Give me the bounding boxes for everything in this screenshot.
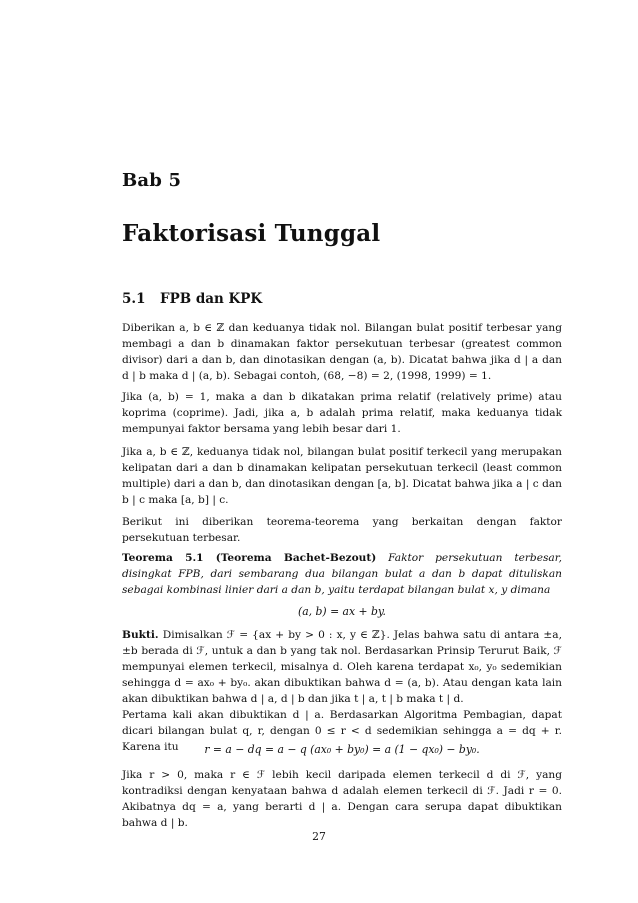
proof-paragraph-1 [122,627,562,707]
page-number: 27 [312,830,326,843]
section-title: FPB dan KPK [160,291,263,307]
equation-bezout: (a, b) = ax + by. [298,605,386,618]
paragraph-relatively-prime: Jika (a, b) = 1, maka a dan b dikatakan prima relatif (relatively prime) atau koprima (coprime). Jadi, jika a, b adalah prima relatif, maka keduanya tidak mempunyai faktor bersama yang lebih besar dari 1. [122,391,562,435]
paragraph-contradiction: Jika r > 0, maka r ∈ ℱ lebih kecil daripada elemen terkecil d di ℱ, yang kontradiksi dengan kenyataan bahwa d adalah elemen terkecil di ℱ. Jadi r = 0. Akibatnya dq = a, yang berarti d | a. Dengan cara serupa dapat dibuktikan bahwa d | b. [122,769,562,829]
section-heading [122,291,262,307]
equation-remainder: r = a − dq = a − q (ax₀ + by₀) = a (1 − qx₀) − by₀. [204,743,480,756]
proof-text-1: Dimisalkan ℱ = {ax + by > 0 : x, y ∈ ℤ}. Jelas bahwa satu di antara ±a, ±b berada di ℱ, untuk a dan b yang tak nol. Berdasarkan Prinsip Terurut Baik, ℱ mempunyai elemen terkecil, misalnya d. Oleh karena terdapat x₀, y₀ sedemikian sehingga d = ax₀ + by₀. akan dibuktikan bahwa d = (a, b). Atau dengan kata lain akan dibuktikan bahwa d | a, d | b dan jika t | a, t | b maka t | d. [122,629,562,705]
chapter-label: Bab 5 [122,170,182,191]
theorem-text: Faktor persekutuan terbesar, disingkat FPB, dari sembarang dua bilangan bulat a dan b dapat dituliskan sebagai kombinasi linier dari a dan b, yaitu terdapat bilangan bulat x, y dimana [122,552,562,596]
paragraph-intro-theorems: Berikut ini diberikan teorema-teorema yang berkaitan dengan faktor persekutuan terbesar. [122,516,562,544]
theorem-block [122,550,562,598]
proof-label: Bukti. [122,629,159,641]
paragraph-fpb-definition: Diberikan a, b ∈ ℤ dan keduanya tidak nol. Bilangan bulat positif terbesar yang membagi a dan b dinamakan faktor persekutuan terbesar (greatest common divisor) dari a dan b, dan dinotasikan dengan (a, b). Dicatat bahwa jika d | a dan d | b maka d | (a, b). Sebagai contoh, (68, −8) = 2, (1998, 1999) = 1. [122,322,562,382]
chapter-title: Faktorisasi Tunggal [122,220,381,247]
paragraph-kpk-definition: Jika a, b ∈ ℤ, keduanya tidak nol, bilangan bulat positif terkecil yang merupakan kelipatan dari a dan b dinamakan kelipatan persekutuan terkecil (least common multiple) dari a dan b, dan dinotasikan dengan [a, b]. Dicatat bahwa jika a | c dan b | c maka [a, b] | c. [122,446,562,506]
theorem-label: Teorema 5.1 (Teorema Bachet-Bezout) [122,552,377,564]
section-number: 5.1 [122,291,146,307]
proof-paragraph-2: Pertama kali akan dibuktikan d | a. Berdasarkan Algoritma Pembagian, dapat dicari bilangan bulat q, r, dengan 0 ≤ r < d sedemikian sehingga a = dq + r. Karena itu [122,709,562,753]
